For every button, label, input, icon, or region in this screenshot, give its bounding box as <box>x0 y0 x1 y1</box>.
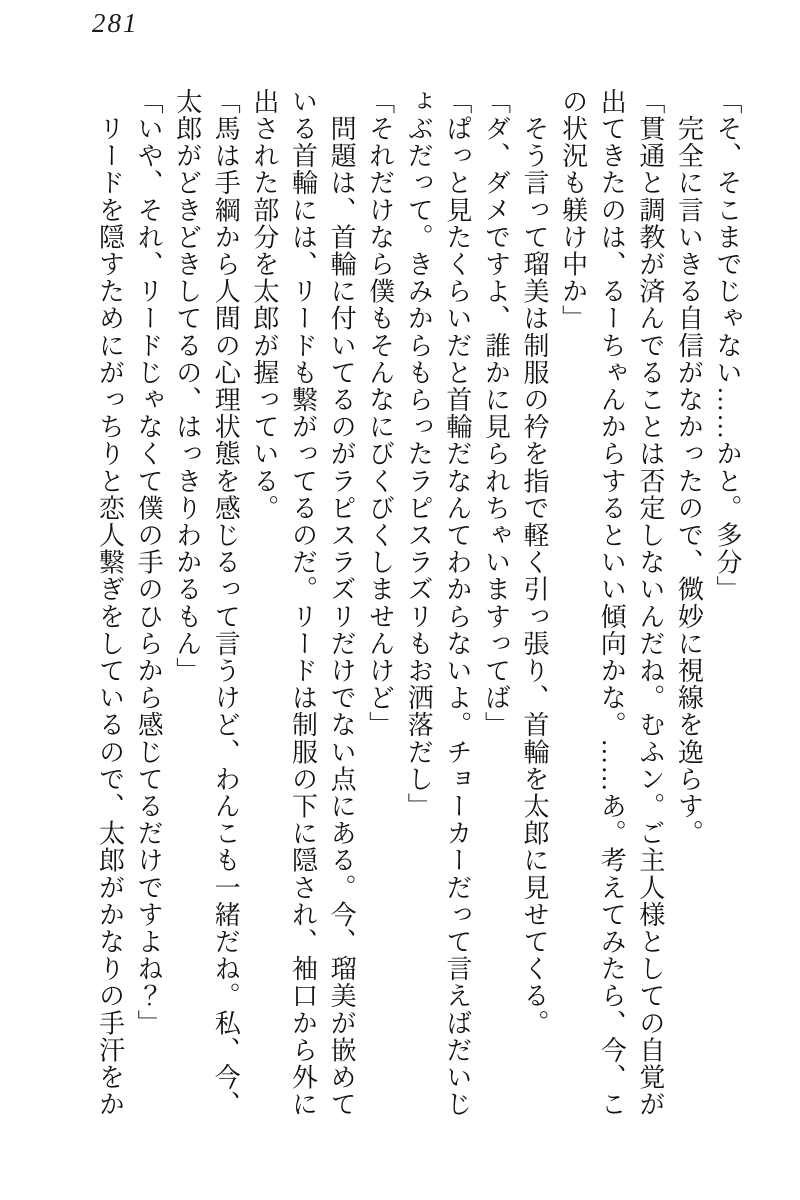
page-text <box>90 88 746 1122</box>
text-column: 「貫通と調教が済んでることは否定しないんだね。むふン。ご主人様としての自覚が <box>635 88 665 1118</box>
text-column: 「ぱっと見たくらいだと首輪だなんてわからないよ。チョーカーだって言えばだいじ <box>442 88 472 1118</box>
text-column: 太郎がどきどきしてるの、はっきりわかるもん」 <box>172 88 202 685</box>
page-number: 281 <box>92 8 139 38</box>
text-column: の状況も躾け中か」 <box>558 88 588 332</box>
text-column: 出てきたのは、るーちゃんからするといい傾向かな。……あ。考えてみたら、今、こ <box>597 88 627 1118</box>
text-column: 「ダ、ダメですよ、誰かに見られちゃいますってば」 <box>481 88 511 739</box>
text-column: 完全に言いきる自信がなかったので、微妙に視線を逸らす。 <box>674 88 704 847</box>
text-column: 「いや、それ、リードじゃなくて僕の手のひらから感じてるだけですよね？」 <box>134 88 164 1037</box>
text-column: 「そ、そこまでじゃない……かと。多分」 <box>713 88 742 603</box>
text-column: いる首輪には、リードも繋がってるのだ。リードは制服の下に隠され、袖口から外に <box>288 88 318 1118</box>
text-column: 出された部分を太郎が握っている。 <box>249 88 279 522</box>
text-column: そう言って瑠美は制服の衿を指で軽く引っ張り、首輪を太郎に見せてくる。 <box>520 88 550 1037</box>
text-column: 「馬は手綱から人間の心理状態を感じるって言うけど、わんこも一緒だね。私、今、 <box>211 88 241 1118</box>
text-column: ょぶだって。きみからもらったラピスラズリもお洒落だし」 <box>404 88 434 820</box>
text-column: 問題は、首輪に付いてるのがラピスラズリだけでない点にある。今、瑠美が嵌めて <box>327 88 357 1118</box>
text-column: 「それだけなら僕もそんなにびくびくしませんけど」 <box>365 88 395 739</box>
text-column: リードを隠すためにがっちりと恋人繋ぎをしているので、太郎がかなりの手汗をか <box>95 88 125 1118</box>
